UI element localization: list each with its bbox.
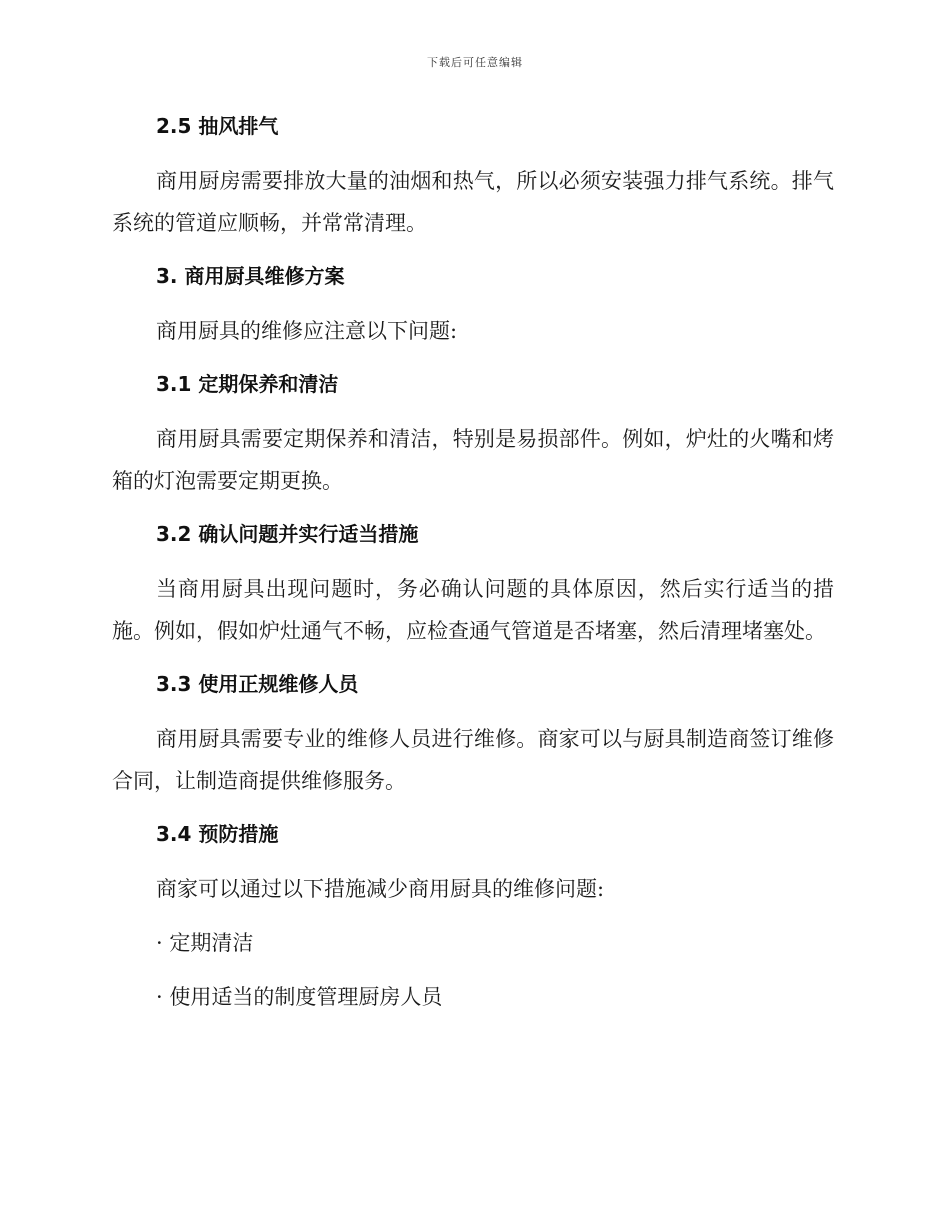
section-heading-3-1: 3.1 定期保养和清洁 xyxy=(156,372,339,396)
section-body-3-3: 商用厨具需要专业的维修人员进行维修。商家可以与厨具制造商签订维修合同，让制造商提供维修服务。 xyxy=(112,727,834,793)
section-body-2-5: 商用厨房需要排放大量的油烟和热气，所以必须安装强力排气系统。排气系统的管道应顺畅，并常常清理。 xyxy=(112,169,834,235)
section-heading-2-5: 2.5 抽风排气 xyxy=(156,114,279,138)
section-heading-3-3: 3.3 使用正规维修人员 xyxy=(156,672,359,696)
section-heading-3-2: 3.2 确认问题并实行适当措施 xyxy=(156,522,419,546)
section-body-3-4: 商家可以通过以下措施减少商用厨具的维修问题: xyxy=(156,877,605,901)
section-body-3: 商用厨具的维修应注意以下问题: xyxy=(156,319,458,343)
header-note: 下载后可任意编辑 xyxy=(427,56,523,69)
section-heading-3: 3. 商用厨具维修方案 xyxy=(156,264,345,288)
section-body-3-1: 商用厨具需要定期保养和清洁，特别是易损部件。例如，炉灶的火嘴和烤箱的灯泡需要定期更换。 xyxy=(112,427,834,493)
bullet-item: · 定期清洁 xyxy=(156,931,254,955)
section-heading-3-4: 3.4 预防措施 xyxy=(156,822,279,846)
section-body-3-2: 当商用厨具出现问题时，务必确认问题的具体原因，然后实行适当的措施。例如，假如炉灶通气不畅，应检查通气管道是否堵塞，然后清理堵塞处。 xyxy=(112,577,834,643)
document-body xyxy=(112,106,834,1030)
bullet-item: · 使用适当的制度管理厨房人员 xyxy=(156,985,443,1009)
